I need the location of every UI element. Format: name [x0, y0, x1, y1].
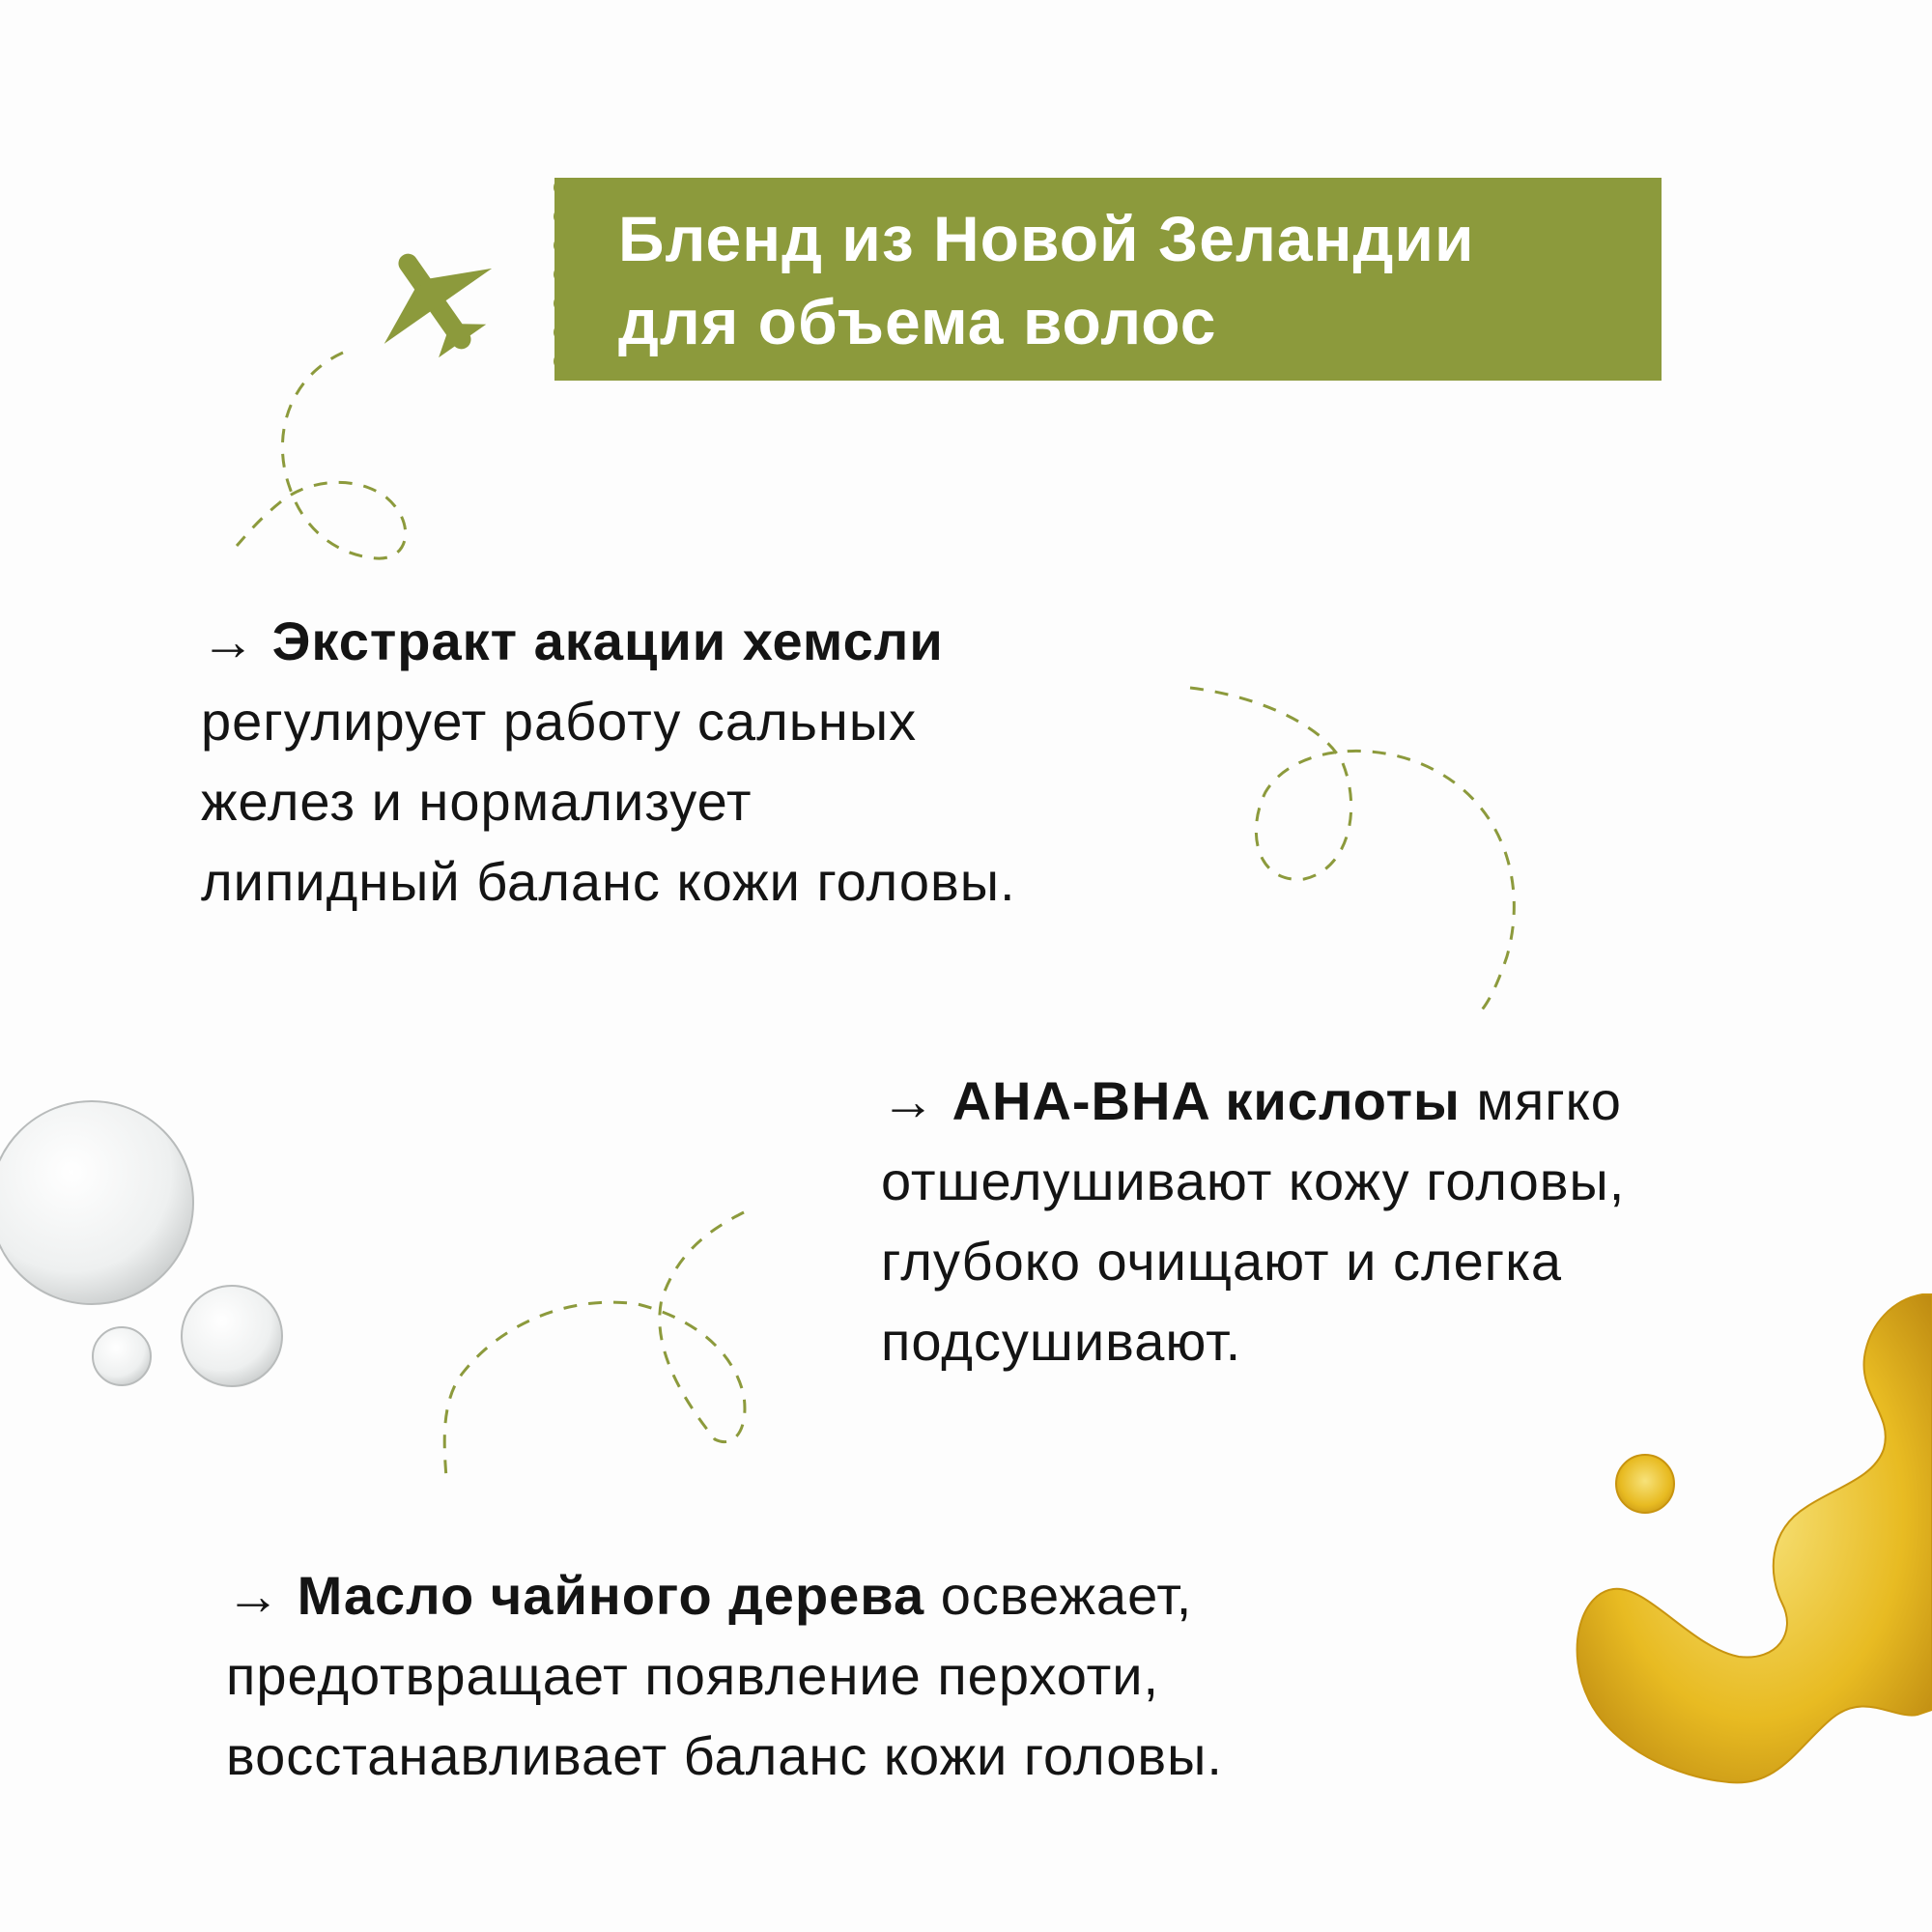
arrow-icon: → [881, 1070, 936, 1131]
benefit-aha-bha [881, 1061, 1625, 1381]
benefit-bold: AHA-BHA кислоты [952, 1070, 1461, 1131]
title-banner [554, 178, 1662, 381]
benefit-heading [201, 601, 1016, 681]
benefit-inline: освежает, [940, 1565, 1193, 1626]
oil-drops [1577, 1294, 1932, 1782]
flight-path-top [237, 353, 406, 558]
flight-path-lower [444, 1212, 745, 1478]
benefit-inline: мягко [1476, 1070, 1622, 1131]
benefit-line: отшелушивают кожу головы, [881, 1151, 1626, 1211]
title-line-2: для объема волос [618, 286, 1217, 357]
airplane-icon [349, 217, 521, 384]
benefit-tea-tree [226, 1555, 1223, 1796]
benefit-line: глубоко очищают и слегка [881, 1231, 1563, 1292]
title-line-1: Бленд из Новой Зеландии [618, 203, 1475, 274]
arrow-icon: → [226, 1565, 281, 1626]
benefit-line: предотвращает появление перхоти, [226, 1645, 1160, 1706]
benefit-line: восстанавливает баланс кожи головы. [226, 1725, 1223, 1786]
benefit-bold: Масло чайного дерева [297, 1565, 925, 1626]
arrow-icon: → [201, 611, 256, 671]
benefit-acacia [201, 601, 1016, 922]
water-droplets [0, 1101, 282, 1386]
benefit-line: регулирует работу сальных [201, 691, 918, 752]
benefit-heading [881, 1061, 1625, 1141]
benefit-line: подсушивают. [881, 1311, 1242, 1372]
benefit-line: желез и нормализует [201, 771, 753, 832]
benefit-line: липидный баланс кожи головы. [201, 851, 1016, 912]
benefit-bold: Экстракт акации хемсли [271, 611, 944, 671]
flight-path-middle [1190, 688, 1514, 1014]
benefit-heading [226, 1555, 1223, 1635]
